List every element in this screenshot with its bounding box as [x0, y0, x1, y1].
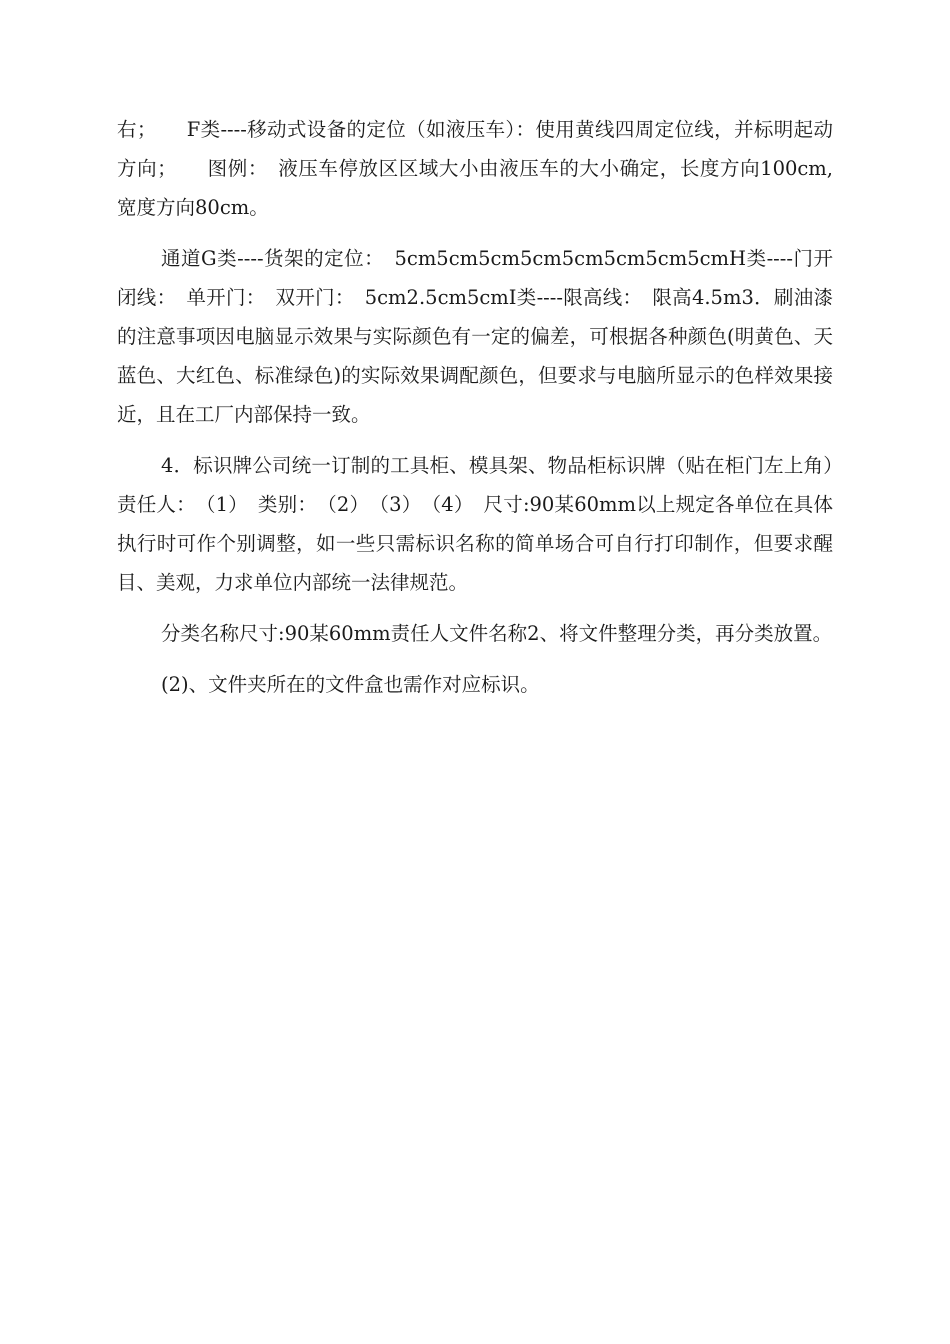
- paragraph-4: 分类名称尺寸:90某60mm责任人文件名称2、将文件整理分类，再分类放置。: [161, 622, 833, 645]
- document-body: [117, 110, 853, 716]
- paragraph-5: (2)、文件夹所在的文件盒也需作对应标识。: [161, 673, 540, 696]
- paragraph-1: 右； F类----移动式设备的定位（如液压车）：使用黄线四周定位线，并标明起动方向； 图例： 液压车停放区区域大小由液压车的大小确定，长度方向100cm,宽度方向80cm。: [117, 118, 833, 219]
- paragraph-3: 4．标识牌公司统一订制的工具柜、模具架、物品柜标识牌（贴在柜门左上角） 责任人： （1） 类别： （2） （3） （4） 尺寸:90某60mm以上规定各单位在具体执行时可作个别调整，如一些只需标识名称的简单场合可自行打印制作，但要求醒目、美观，力求单位内部统一法律规范。: [117, 454, 853, 594]
- paragraph-2: 通道G类----货架的定位： 5cm5cm5cm5cm5cm5cm5cm5cmH类----门开闭线： 单开门： 双开门： 5cm2.5cm5cmI类----限高线： 限高4.5m3．刷油漆的注意事项因电脑显示效果与实际颜色有一定的偏差，可根据各种颜色(明黄色、天蓝色、大红色、标准绿色)的实际效果调配颜色，但要求与电脑所显示的色样效果接近，且在工厂内部保持一致。: [117, 247, 833, 426]
